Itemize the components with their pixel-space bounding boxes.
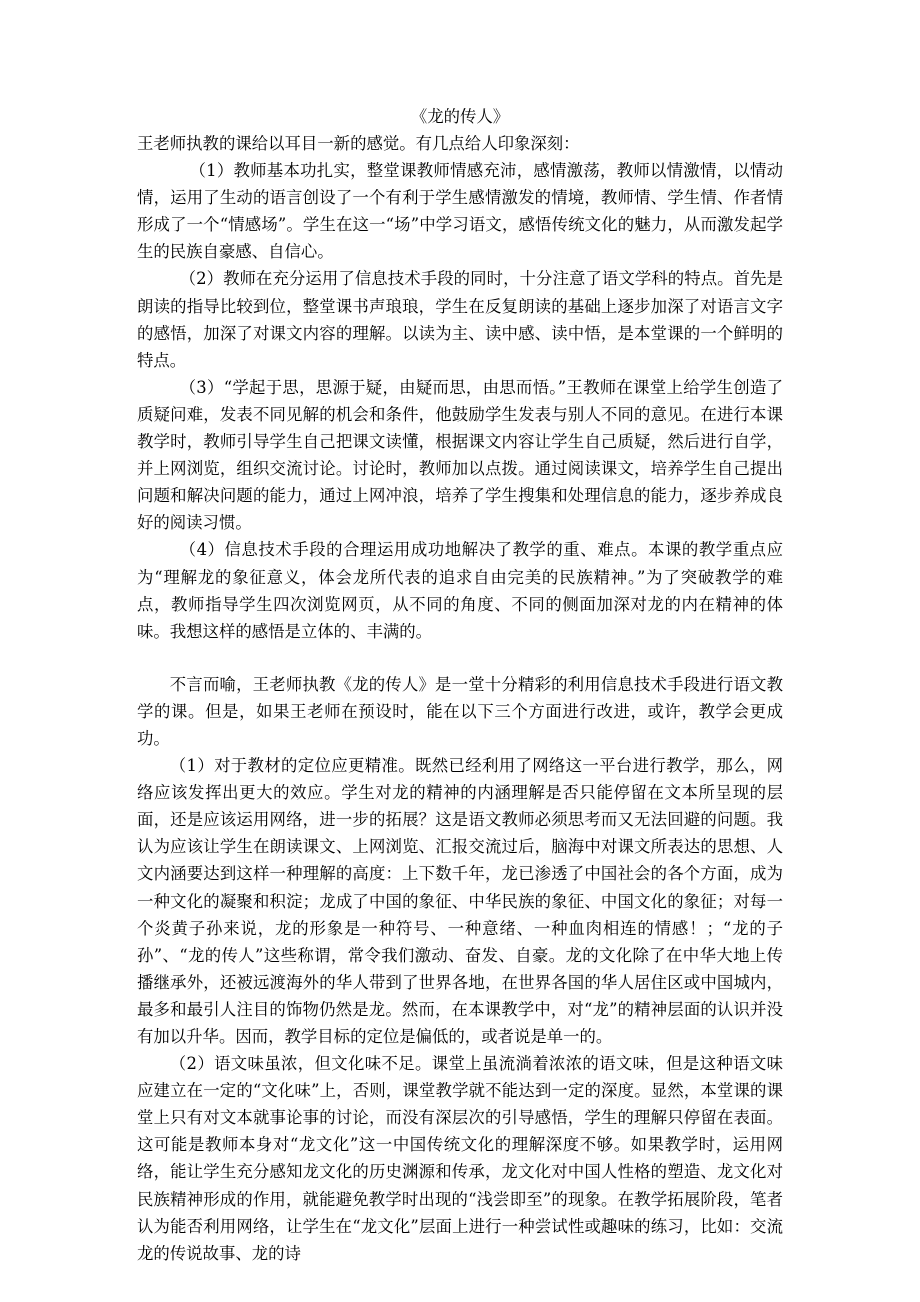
intro-paragraph: 王老师执教的课给以耳目一新的感觉。有几点给人印象深刻： [137,134,580,153]
transition-paragraph: 不言而喻，王老师执教《龙的传人》是一堂十分精彩的利用信息技术手段进行语文教学的课。但是，如果王老师在预设时，能在以下三个方面进行改进，或许，教学会更成功。 [137,674,783,748]
strength-paragraph-2: （2）教师在充分运用了信息技术手段的同时，十分注意了语文学科的特点。首先是朗读的指导比较到位，整堂课书声琅琅，学生在反复朗读的基础上逐步加深了对语言文字的感悟，加深了对课文内容的理解。以读为主、读中感、读中悟，是本堂课的一个鲜明的特点。 [137,269,783,370]
document-title: 《龙的传人》 [410,107,510,126]
suggestion-paragraph-1: （1）对于教材的定位应更精准。既然已经利用了网络这一平台进行教学，那么，网络应该发挥出更大的效应。学生对龙的精神的内涵理解是否只能停留在文本所呈现的层面，还是应该运用网络，进一步的拓展？这是语文教师必须思考而又无法回避的问题。我认为应该让学生在朗读课文、上网浏览、汇报交流过后，脑海中对课文所表达的思想、人文内涵要达到这样一种理解的高度：上下数千年，龙已渗透了中国社会的各个方面，成为一种文化的凝聚和积淀；龙成了中国的象征、中华民族的象征、中国文化的象征；对每一个炎黄子孙来说，龙的形象是一种符号、一种意绪、一种血肉相连的情感！；“龙的子孙”、“龙的传人”这些称谓，常令我们激动、奋发、自豪。龙的文化除了在中华大地上传播继承外，还被远渡海外的华人带到了世界各地，在世界各国的华人居住区或中国城内，最多和最引人注目的饰物仍然是龙。然而，在本课教学中，对“龙”的精神层面的认识并没有加以升华。因而，教学目标的定位是偏低的，或者说是单一的。 [137,756,783,1046]
document-page [137,104,783,1267]
suggestion-paragraph-2: （2）语文味虽浓，但文化味不足。课堂上虽流淌着浓浓的语文味，但是这种语文味应建立在一定的“文化味”上，否则，课堂教学就不能达到一定的深度。显然，本堂课的课堂上只有对文本就事论事的讨论，而没有深层次的引导感悟，学生的理解只停留在表面。这可能是教师本身对“龙文化”这一中国传统文化的理解深度不够。如果教学时，运用网络，能让学生充分感知龙文化的历史渊源和传承，龙文化对中国人性格的塑造、龙文化对民族精神形成的作用，就能避免教学时出现的“浅尝即至”的现象。在教学拓展阶段，笔者认为能否利用网络，让学生在“龙文化”层面上进行一种尝试性或趣味的练习，比如：交流龙的传说故事、龙的诗 [137,1054,783,1263]
strength-paragraph-4: （4）信息技术手段的合理运用成功地解决了教学的重、难点。本课的教学重点应为“理解龙的象征意义，体会龙所代表的追求自由完美的民族精神。”为了突破教学的难点，教师指导学生四次浏览网页，从不同的角度、不同的侧面加深对龙的内在精神的体味。我想这样的感悟是立体的、丰满的。 [137,540,783,641]
paragraph-gap [137,645,783,671]
strength-paragraph-3: （3）“学起于思，思源于疑，由疑而思，由思而悟。”王教师在课堂上给学生创造了质疑问难，发表不同见解的机会和条件，他鼓励学生发表与别人不同的意见。在进行本课教学时，教师引导学生自己把课文读懂，根据课文内容让学生自己质疑，然后进行自学，并上网浏览，组织交流讨论。讨论时，教师加以点拨。通过阅读课文，培养学生自己提出问题和解决问题的能力，通过上网冲浪，培养了学生搜集和处理信息的能力，逐步养成良好的阅读习惯。 [137,377,783,533]
strength-paragraph-1: （1）教师基本功扎实，整堂课教师情感充沛，感情激荡，教师以情激情，以情动情，运用了生动的语言创设了一个有利于学生感情激发的情境，教师情、学生情、作者情形成了一个“情感场”。学生在这一“场”中学习语文，感悟传统文化的魅力，从而激发起学生的民族自豪感、自信心。 [137,161,783,262]
